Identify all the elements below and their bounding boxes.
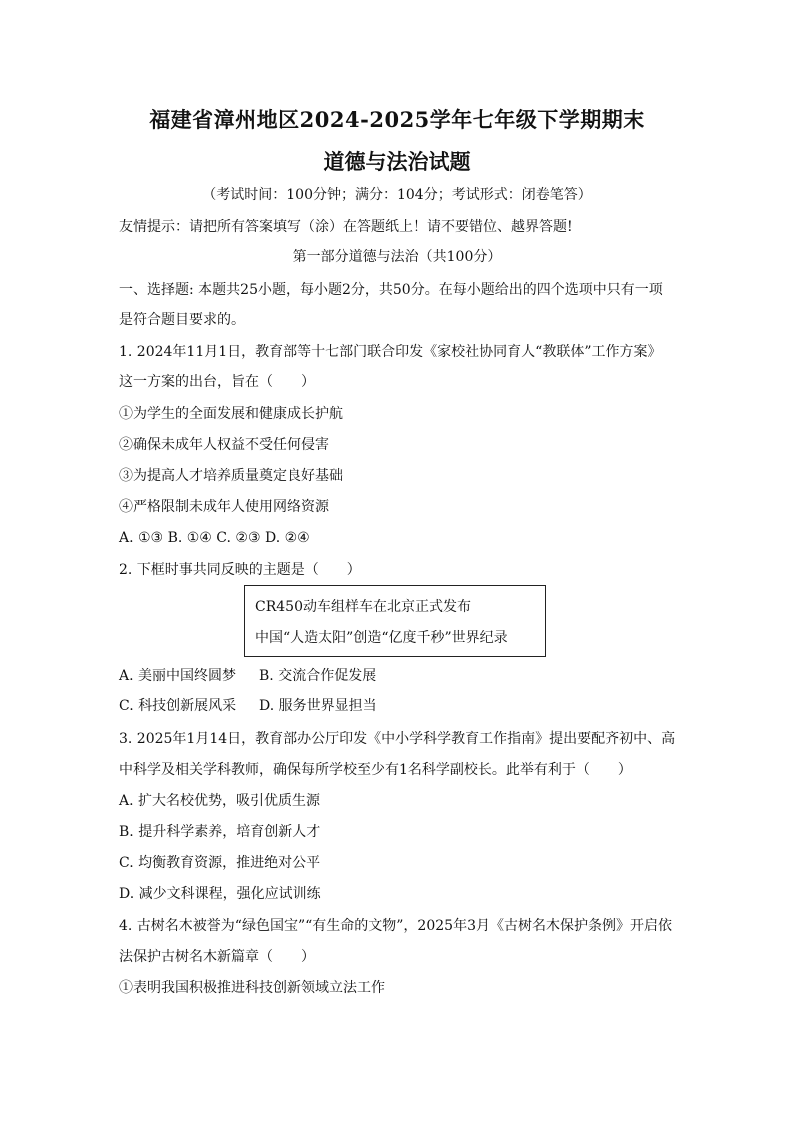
q1-stem-cont: 这一方案的出台，旨在（ ） <box>119 374 315 390</box>
q2-option-c: C. 科技创新展风采 <box>119 698 237 714</box>
section-heading: 一、选择题: 本题共25小题，每小题2分，共50分。在每小题给出的四个选项中只有一项 <box>119 282 663 298</box>
q2-options-row-2 <box>119 697 377 715</box>
q1-options: A. ①③ B. ①④ C. ②③ D. ②④ <box>119 530 310 546</box>
q2-box-line-2: 中国“人造太阳”创造“亿度千秒”世界纪录 <box>255 630 508 646</box>
q2-options-row-1 <box>119 667 376 685</box>
q3-stem: 3. 2025年1月14日，教育部办公厅印发《中小学科学教育工作指南》提出要配齐初中、高 <box>119 731 676 747</box>
q4-stem-cont: 法保护古树名木新篇章（ ） <box>119 949 315 965</box>
exam-info: （考试时间：100分钟；满分：104分；考试形式：闭卷笔答） <box>202 187 592 203</box>
q3-option-b: B. 提升科学素养，培育创新人才 <box>119 824 321 840</box>
q4-item-1: ①表明我国积极推进科技创新领域立法工作 <box>119 980 385 996</box>
q3-option-c: C. 均衡教育资源，推进绝对公平 <box>119 855 321 871</box>
q1-item-4: ④严格限制未成年人使用网络资源 <box>119 499 329 515</box>
q3-option-d: D. 减少文科课程，强化应试训练 <box>119 886 321 902</box>
q2-option-d: D. 服务世界显担当 <box>259 698 377 714</box>
q2-news-box <box>244 585 546 657</box>
q2-option-a: A. 美丽中国终圆梦 <box>119 668 237 684</box>
q2-stem: 2. 下框时事共同反映的主题是（ ） <box>119 562 361 578</box>
q2-option-b: B. 交流合作促发展 <box>259 668 377 684</box>
q1-item-3: ③为提高人才培养质量奠定良好基础 <box>119 468 343 484</box>
exam-title: 福建省漳州地区2024-2025学年七年级下学期期末 <box>149 107 645 132</box>
q4-stem: 4. 古树名木被誉为“绿色国宝”“有生命的文物”，2025年3月《古树名木保护条例》开启依 <box>119 918 672 934</box>
part-title: 第一部分道德与法治（共100分） <box>292 249 502 265</box>
q3-stem-cont: 中科学及相关学科教师，确保每所学校至少有1名科学副校长。此举有利于（ ） <box>119 762 632 778</box>
section-heading-cont: 是符合题目要求的。 <box>119 312 245 328</box>
exam-subtitle: 道德与法治试题 <box>323 149 471 174</box>
q2-box-line-1: CR450动车组样车在北京正式发布 <box>255 599 471 615</box>
q3-option-a: A. 扩大名校优势，吸引优质生源 <box>119 793 321 809</box>
q1-stem: 1. 2024年11月1日，教育部等十七部门联合印发《家校社协同育人“教联体”工作方案》 <box>119 344 662 360</box>
q1-item-2: ②确保未成年人权益不受任何侵害 <box>119 437 329 453</box>
friendly-tip: 友情提示：请把所有答案填写（涂）在答题纸上！请不要错位、越界答题! <box>119 219 573 235</box>
q1-item-1: ①为学生的全面发展和健康成长护航 <box>119 406 343 422</box>
